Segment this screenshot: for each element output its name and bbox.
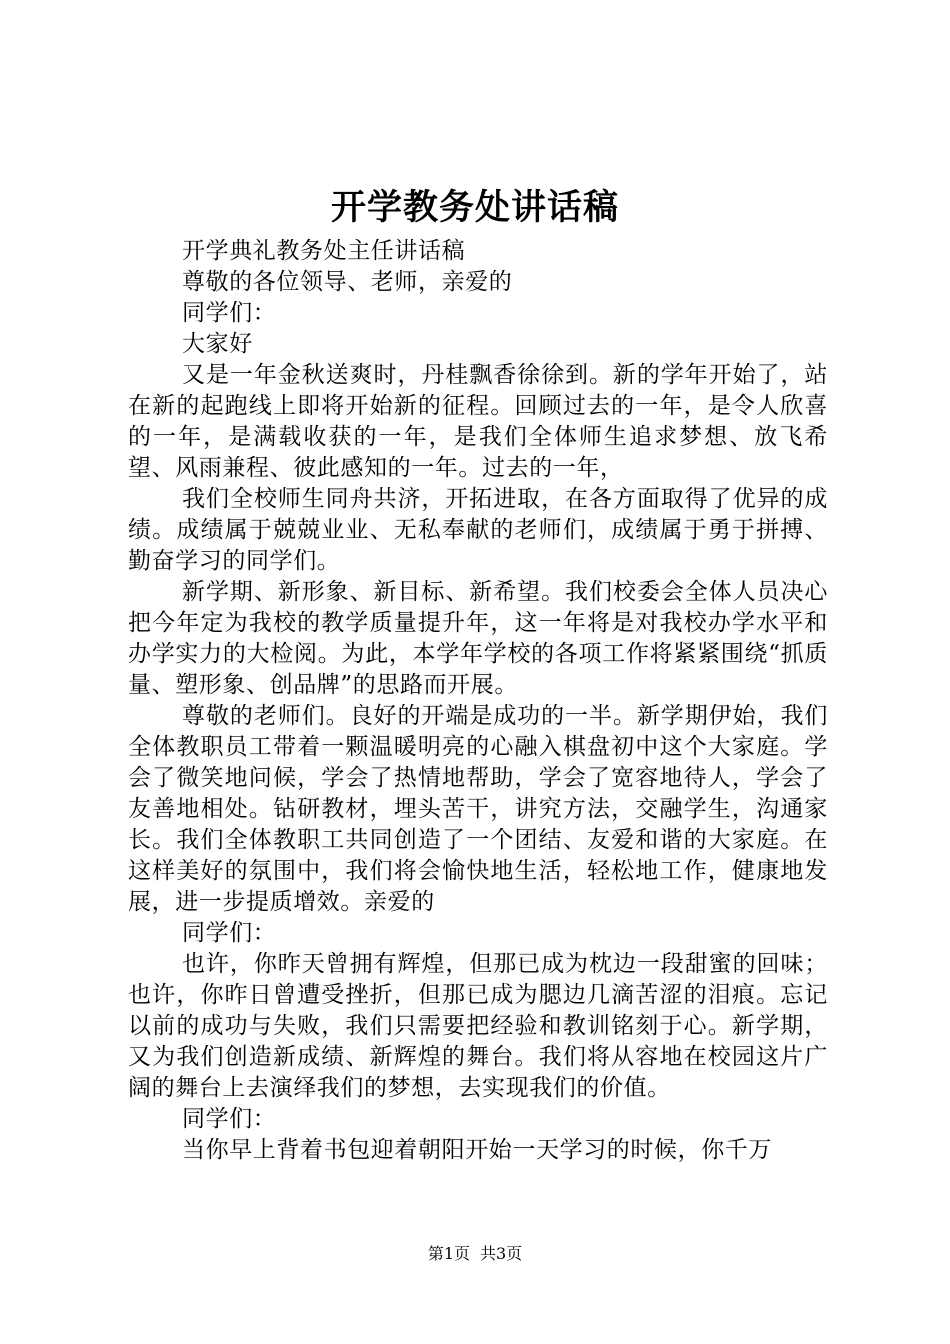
page-total: 共3页 [480,1244,523,1263]
document-body [128,236,828,1166]
paragraph: 尊敬的老师们。良好的开端是成功的一半。新学期伊始，我们全体教职员工带着一颗温暖明亮的心融入棋盘初中这个大家庭。学会了微笑地问候，学会了热情地帮助，学会了宽容地待人，学会了友善地相处。钻研教材，埋头苦干，讲究方法，交融学生，沟通家长。我们全体教职工共同创造了一个团结、友爱和谐的大家庭。在这样美好的氛围中，我们将会愉快地生活，轻松地工作，健康地发展，进一步提质增效。亲爱的 [128,703,828,915]
paragraph: 同学们： [182,1106,277,1132]
paragraph: 又是一年金秋送爽时，丹桂飘香徐徐到。新的学年开始了，站在新的起跑线上即将开始新的征程。回顾过去的一年，是令人欣喜的一年，是满载收获的一年，是我们全体师生追求梦想、放飞希望、风雨兼程、彼此感知的一年。过去的一年， [128,362,828,481]
paragraph: 我们全校师生同舟共济，开拓进取，在各方面取得了优异的成绩。成绩属于兢兢业业、无私奉献的老师们，成绩属于勇于拼搏、勤奋学习的同学们。 [128,486,828,574]
page-footer [0,1244,950,1264]
paragraph: 开学典礼教务处主任讲话稿 [182,238,466,264]
paragraph: 也许，你昨天曾拥有辉煌，但那已成为枕边一段甜蜜的回味；也许，你昨日曾遭受挫折，但那已成为腮边几滴苦涩的泪痕。忘记以前的成功与失败，我们只需要把经验和教训铭刻于心。新学期，又为我们创造新成绩、新辉煌的舞台。我们将从容地在校园这片广阔的舞台上去演绎我们的梦想，去实现我们的价值。 [128,951,828,1101]
page-number: 第1页 [427,1244,470,1263]
document-title: 开学教务处讲话稿 [330,187,619,228]
paragraph: 尊敬的各位领导、老师，亲爱的 [182,269,513,295]
paragraph: 同学们： [182,300,277,326]
paragraph: 大家好 [182,331,253,357]
paragraph: 新学期、新形象、新目标、新希望。我们校委会全体人员决心把今年定为我校的教学质量提升年，这一年将是对我校办学水平和办学实力的大检阅。为此，本学年学校的各项工作将紧紧围绕“抓质量、塑形象、创品牌”的思路而开展。 [128,579,828,698]
paragraph: 当你早上背着书包迎着朝阳开始一天学习的时候，你千万 [182,1137,772,1163]
paragraph: 同学们： [182,920,277,946]
